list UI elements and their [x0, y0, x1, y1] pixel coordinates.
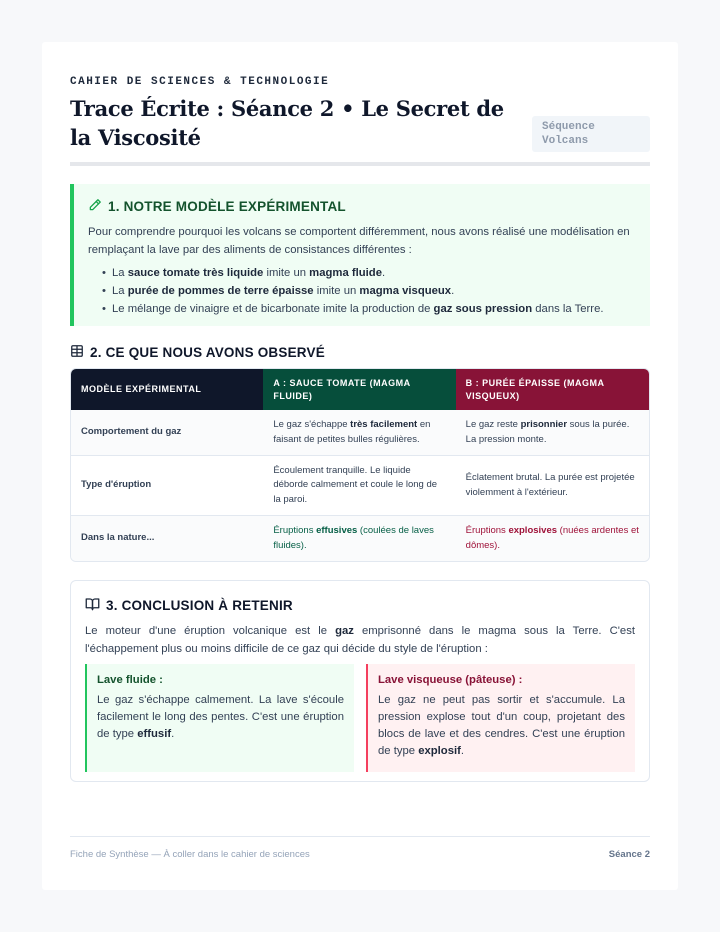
section-conclusion-heading — [85, 597, 635, 614]
table-cell: Écoulement tranquille. Le liquide déborde calmement et coule le long de la paroi. — [273, 464, 438, 505]
section-observation-heading — [70, 344, 325, 361]
table-row — [71, 455, 649, 515]
card-viscous-title: Lave visqueuse (pâteuse) : — [378, 674, 523, 686]
sequence-badge-line1: Séquence — [542, 121, 595, 133]
header-divider — [70, 162, 650, 166]
table-header-puree: B : PURÉE ÉPAISSE (MAGMA VISQUEUX) — [456, 369, 649, 410]
table-icon — [70, 344, 84, 361]
page-title: Trace Écrite : Séance 2 • Le Secret de la Viscosité — [70, 96, 504, 150]
page-header — [70, 76, 650, 152]
sequence-badge — [532, 116, 650, 152]
row-label: Dans la nature... — [81, 532, 155, 544]
table-cell: Éclatement brutal. La purée est projetée violemment à l'extérieur. — [465, 472, 635, 498]
card-viscous-lava — [366, 664, 635, 772]
book-icon — [85, 597, 100, 614]
section-model-title: 1. NOTRE MODÈLE EXPÉRIMENTAL — [108, 199, 346, 214]
table-cell: Éruptions effusives (coulées de laves fluides). — [273, 525, 434, 551]
observation-table — [70, 368, 650, 562]
model-list — [104, 264, 636, 318]
table-row — [71, 410, 649, 455]
section-observation-title: 2. CE QUE NOUS AVONS OBSERVÉ — [90, 345, 325, 360]
section-conclusion-title: 3. CONCLUSION À RETENIR — [106, 598, 293, 613]
subject-kicker: CAHIER DE SCIENCES & TECHNOLOGIE — [70, 76, 330, 88]
pencil-icon — [88, 198, 102, 215]
row-label: Type d'éruption — [81, 479, 152, 491]
list-item: • Le mélange de vinaigre et de bicarbonate imite la production de gaz sous pression dans la Terre. — [104, 300, 636, 318]
table-header-model: MODÈLE EXPÉRIMENTAL — [71, 369, 263, 410]
sequence-badge-line2: Volcans — [542, 135, 589, 147]
lava-cards — [85, 664, 635, 772]
conclusion-text: Le moteur d'une éruption volcanique est le gaz emprisonné dans le magma sous la Terre. C'est l'échappement plus ou moins difficile de ce gaz qui décide du style de l'éruption : — [85, 625, 635, 655]
card-viscous-text: Le gaz ne peut pas sortir et s'accumule. La pression explose tout d'un coup, projetant des blocs de lave et des cendres. C'est une éruption de type explosif. — [378, 694, 625, 757]
section-model-heading — [88, 198, 636, 215]
worksheet-page — [42, 42, 678, 890]
card-fluid-title: Lave fluide : — [97, 674, 163, 686]
section-model — [70, 184, 650, 326]
table-header-row — [71, 369, 649, 410]
section-model-intro: Pour comprendre pourquoi les volcans se comportent différemment, nous avons réalisé une modélisation en remplaçant la lave par des aliments de consistances différentes : — [88, 226, 630, 256]
row-label: Comportement du gaz — [81, 426, 182, 438]
card-fluid-text: Le gaz s'échappe calmement. La lave s'écoule facilement le long des pentes. C'est une éruption de type effusif. — [97, 694, 344, 740]
section-conclusion — [70, 580, 650, 782]
list-item: • La sauce tomate très liquide imite un magma fluide. — [104, 264, 636, 282]
table-cell: Le gaz s'échappe très facilement en faisant de petites bulles régulières. — [273, 419, 431, 445]
table-row — [71, 515, 649, 561]
footer-divider — [70, 836, 650, 837]
table-cell: Éruptions explosives (nuées ardentes et dômes). — [465, 525, 639, 551]
list-item: • La purée de pommes de terre épaisse imite un magma visqueux. — [104, 282, 636, 300]
footer-note: Fiche de Synthèse — À coller dans le cahier de sciences — [70, 849, 310, 860]
footer-session: Séance 2 — [608, 849, 650, 860]
table-cell: Le gaz reste prisonnier sous la purée. La pression monte. — [465, 419, 630, 445]
card-fluid-lava — [85, 664, 354, 772]
table-header-tomato: A : SAUCE TOMATE (MAGMA FLUIDE) — [263, 369, 455, 410]
